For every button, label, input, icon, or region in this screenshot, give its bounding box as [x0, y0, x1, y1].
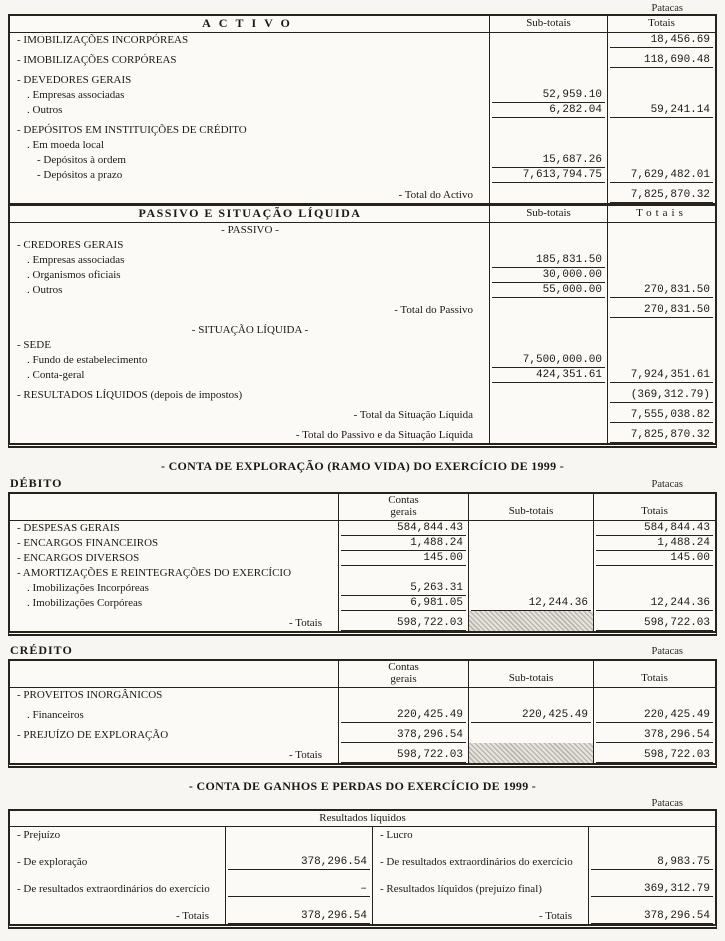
contas-gerais-column-header — [338, 494, 468, 520]
total-cell — [607, 48, 715, 68]
table-row — [10, 183, 715, 203]
table-row — [10, 253, 715, 268]
subtotal-cell — [489, 253, 607, 268]
row-label: - SEDE — [17, 339, 51, 351]
row-label: - Depósitos à ordem — [37, 154, 126, 166]
amount-value: 7,500,000.00 — [492, 353, 605, 368]
subtotal-cell — [468, 688, 593, 703]
amount-value: 59,241.14 — [610, 103, 713, 118]
row-label: - DEVEDORES GERAIS — [17, 74, 132, 86]
subtotal-cell — [489, 318, 607, 338]
row-label: - AMORTIZAÇÕES E REINTEGRAÇÕES DO EXERCÍCIO — [17, 567, 292, 579]
row-label: . Imobilizações Incorpóreas — [27, 582, 149, 594]
right-value-cell — [588, 870, 715, 897]
left-value-cell — [225, 827, 372, 843]
total-cell — [593, 536, 715, 551]
total-cell — [593, 596, 715, 611]
table-row — [10, 33, 715, 48]
right-value-cell — [588, 827, 715, 843]
passivo-header-row — [10, 203, 715, 223]
total-cell — [607, 423, 715, 443]
subtotal-cell — [489, 183, 607, 203]
subtotais-column-header: Sub-totais — [468, 494, 593, 520]
table-row — [10, 383, 715, 403]
row-label: - Total do Passivo — [394, 304, 473, 316]
table-row — [10, 521, 715, 536]
row-label: - DESPESAS GERAIS — [17, 522, 120, 534]
contas-gerais-cell — [338, 581, 468, 596]
subtotal-cell — [489, 368, 607, 383]
subtotais-column-header: Sub-totais — [468, 661, 593, 687]
subtotal-cell — [468, 581, 593, 596]
table-row — [10, 318, 715, 338]
amount-value: 145.00 — [596, 551, 713, 566]
subtotal-cell — [489, 423, 607, 443]
table-row — [10, 827, 715, 843]
table-row — [10, 368, 715, 383]
contas-gerais-cell — [338, 743, 468, 763]
left-value-cell — [225, 897, 372, 924]
subtotal-cell — [489, 88, 607, 103]
amount-value: 7,924,351.61 — [610, 368, 713, 383]
amount-value: 55,000.00 — [492, 283, 605, 298]
amount-value: 7,629,482.01 — [610, 168, 713, 183]
exploracao-section-title: - CONTA DE EXPLORAÇÃO (RAMO VIDA) DO EXERCÍCIO DE 1999 - — [160, 459, 565, 473]
table-row — [10, 423, 715, 443]
row-label: - SITUAÇÃO LÍQUIDA - — [191, 324, 309, 336]
total-cell — [593, 581, 715, 596]
contas-gerais-cell — [338, 566, 468, 581]
amount-value: 378,296.54 — [596, 728, 713, 743]
amount-value: 584,844.43 — [596, 521, 713, 536]
table-row — [10, 743, 715, 763]
empty-header-cell — [10, 494, 338, 520]
table-row — [10, 283, 715, 298]
amount-value: 30,000.00 — [492, 268, 605, 283]
total-cell — [607, 298, 715, 318]
totais-column-header: Totais — [593, 661, 715, 687]
total-cell — [593, 688, 715, 703]
total-cell — [593, 566, 715, 581]
table-row — [10, 566, 715, 581]
table-row — [10, 118, 715, 138]
table-row — [10, 581, 715, 596]
total-cell — [607, 403, 715, 423]
row-label: - RESULTADOS LÍQUIDOS (depois de impostos) — [17, 389, 243, 401]
subtotal-cell — [489, 338, 607, 353]
total-cell — [607, 118, 715, 138]
contas-gerais-cell — [338, 723, 468, 743]
passivo-title: PASSIVO E SITUAÇÃO LÍQUIDA — [138, 206, 362, 220]
table-row — [10, 168, 715, 183]
amount-value: 12,244.36 — [471, 596, 591, 611]
row-label: - ENCARGOS DIVERSOS — [17, 552, 140, 564]
amount-value: 145.00 — [341, 551, 466, 566]
amount-value: 598,722.03 — [596, 748, 713, 763]
contas-gerais-cell — [338, 611, 468, 631]
row-label: - Prejuízo — [17, 829, 61, 841]
contas-gerais-cell — [338, 521, 468, 536]
row-label: . Financeiros — [27, 709, 84, 721]
resultados-liquidos-header: Resultados líquidos — [10, 811, 715, 827]
debito-header-row — [10, 494, 715, 521]
debito-label: DÉBITO — [10, 476, 63, 490]
subtotal-cell — [468, 536, 593, 551]
row-label: - PREJUÍZO DE EXPLORAÇÃO — [17, 729, 169, 741]
amount-value: 598,722.03 — [341, 748, 466, 763]
left-value-cell — [225, 843, 372, 870]
activo-title: ACTIVO — [202, 16, 298, 30]
row-label: - ENCARGOS FINANCEIROS — [17, 537, 159, 549]
amount-value: 220,425.49 — [596, 708, 713, 723]
row-label: - Resultados líquidos (prejuízo final) — [372, 870, 588, 897]
subtotal-cell — [489, 238, 607, 253]
subtotal-cell — [489, 223, 607, 238]
total-cell — [607, 88, 715, 103]
table-row — [10, 338, 715, 353]
subtotal-cell — [489, 48, 607, 68]
currency-label: Patacas — [651, 479, 683, 490]
table-row — [10, 68, 715, 88]
row-label: . Empresas associadas — [27, 89, 125, 101]
total-cell — [593, 551, 715, 566]
amount-value: 15,687.26 — [492, 153, 605, 168]
total-cell — [607, 383, 715, 403]
credito-table — [8, 659, 717, 768]
total-cell — [607, 318, 715, 338]
activo-header-row — [10, 16, 715, 33]
table-row — [10, 723, 715, 743]
subtotal-cell — [468, 596, 593, 611]
subtotal-cell — [468, 521, 593, 536]
table-row — [10, 138, 715, 153]
amount-value: – — [228, 882, 370, 897]
amount-value: 5,263.31 — [341, 581, 466, 596]
row-label: - IMOBILIZAÇÕES INCORPÓREAS — [17, 34, 189, 46]
right-value-cell — [588, 897, 715, 924]
contas-gerais-cell — [338, 596, 468, 611]
table-row — [10, 551, 715, 566]
table-row — [10, 298, 715, 318]
amount-value: 7,825,870.32 — [610, 188, 713, 203]
table-row — [10, 238, 715, 253]
right-value-cell — [588, 843, 715, 870]
subtotal-cell — [489, 383, 607, 403]
table-row — [10, 870, 715, 897]
amount-value: 220,425.49 — [471, 708, 591, 723]
amount-value: 185,831.50 — [492, 253, 605, 268]
amount-value: 52,959.10 — [492, 88, 605, 103]
row-label: - PROVEITOS INORGÂNICOS — [17, 689, 163, 701]
total-cell — [607, 238, 715, 253]
row-label: . Fundo de estabelecimento — [27, 354, 148, 366]
table-row — [10, 153, 715, 168]
subtotais-column-header: Sub-totais — [489, 206, 607, 222]
amount-value: 424,351.61 — [492, 368, 605, 383]
row-label: . Outros — [27, 104, 63, 116]
credito-heading-row — [8, 644, 717, 657]
contas-gerais-line1: Contas — [388, 661, 419, 673]
row-label: . Outros — [27, 284, 63, 296]
total-cell — [607, 268, 715, 283]
row-label: . Em moeda local — [27, 139, 104, 151]
debito-table — [8, 492, 717, 636]
row-label: - Depósitos a prazo — [37, 169, 123, 181]
amount-value: 378,296.54 — [591, 909, 713, 924]
amount-value: 270,831.50 — [610, 303, 713, 318]
row-label: . Organismos oficiais — [27, 269, 121, 281]
row-label: - Total da Situação Líquida — [353, 409, 473, 421]
total-cell — [593, 703, 715, 723]
contas-gerais-column-header — [338, 661, 468, 687]
total-cell — [607, 168, 715, 183]
row-label: - Total do Passivo e da Situação Líquida — [295, 429, 473, 441]
table-row — [10, 103, 715, 118]
total-cell — [607, 183, 715, 203]
amount-value: 118,690.48 — [610, 53, 713, 68]
table-row — [10, 353, 715, 368]
table-row — [10, 611, 715, 631]
table-row — [10, 88, 715, 103]
row-label: - Totais — [372, 897, 588, 924]
amount-value: 598,722.03 — [596, 616, 713, 631]
balance-sheet-table — [8, 14, 717, 448]
amount-value: (369,312.79) — [610, 388, 713, 403]
subtotal-cell — [489, 168, 607, 183]
totais-column-header: Totais — [593, 494, 715, 520]
subtotal-cell — [489, 403, 607, 423]
total-cell — [593, 611, 715, 631]
amount-value: 378,296.54 — [341, 728, 466, 743]
total-cell — [607, 153, 715, 168]
amount-value: 270,831.50 — [610, 283, 713, 298]
amount-value: 378,296.54 — [228, 909, 370, 924]
amount-value: 7,555,038.82 — [610, 408, 713, 423]
row-label: - IMOBILIZAÇÕES CORPÓREAS — [17, 54, 177, 66]
table-row — [10, 688, 715, 703]
row-label: - Lucro — [372, 827, 588, 843]
contas-gerais-cell — [338, 703, 468, 723]
currency-label: Patacas — [651, 798, 683, 809]
amount-value: 1,488.24 — [596, 536, 713, 551]
currency-label: Patacas — [651, 646, 683, 657]
credito-header-row — [10, 661, 715, 688]
debito-heading-row — [8, 477, 717, 490]
shaded-cell — [468, 611, 593, 631]
table-row — [10, 536, 715, 551]
currency-label: Patacas — [651, 3, 683, 14]
row-label: . Empresas associadas — [27, 254, 125, 266]
row-label: - Totais — [176, 910, 209, 922]
table-row — [10, 703, 715, 723]
total-cell — [607, 368, 715, 383]
row-label: - De resultados extraordinários do exercício — [372, 843, 588, 870]
amount-value: 378,296.54 — [228, 855, 370, 870]
subtotal-cell — [468, 723, 593, 743]
total-cell — [607, 338, 715, 353]
amount-value: 8,983.75 — [591, 855, 713, 870]
contas-gerais-cell — [338, 536, 468, 551]
amount-value: 6,282.04 — [492, 103, 605, 118]
subtotal-cell — [489, 298, 607, 318]
subtotal-cell — [489, 68, 607, 88]
row-label: - De exploração — [17, 856, 88, 868]
total-cell — [607, 33, 715, 48]
row-label: - PASSIVO - — [221, 224, 279, 236]
amount-value: 1,488.24 — [341, 536, 466, 551]
contas-gerais-line1: Contas — [388, 494, 419, 506]
totais-column-header: Totais — [607, 206, 715, 222]
left-value-cell — [225, 870, 372, 897]
table-row — [10, 843, 715, 870]
table-row — [10, 268, 715, 283]
subtotal-cell — [489, 153, 607, 168]
credito-label: CRÉDITO — [10, 643, 73, 657]
amount-value: 369,312.79 — [591, 882, 713, 897]
table-row — [10, 403, 715, 423]
total-cell — [607, 68, 715, 88]
amount-value: 7,825,870.32 — [610, 428, 713, 443]
total-cell — [607, 138, 715, 153]
total-cell — [593, 743, 715, 763]
ganhos-section-title: - CONTA DE GANHOS E PERDAS DO EXERCÍCIO DE 1999 - — [188, 779, 537, 793]
row-label: - De resultados extraordinários do exercício — [17, 883, 210, 895]
total-cell — [593, 521, 715, 536]
contas-gerais-line2: gerais — [390, 506, 417, 518]
empty-header-cell — [10, 661, 338, 687]
total-cell — [593, 723, 715, 743]
amount-value: 12,244.36 — [596, 596, 713, 611]
row-label: - DEPÓSITOS EM INSTITUIÇÕES DE CRÉDITO — [17, 124, 247, 136]
amount-value: 18,456.69 — [610, 33, 713, 48]
subtotal-cell — [489, 118, 607, 138]
table-row — [10, 897, 715, 924]
subtotal-cell — [489, 138, 607, 153]
subtotal-cell — [468, 551, 593, 566]
subtotal-cell — [468, 566, 593, 581]
total-cell — [607, 353, 715, 368]
contas-gerais-cell — [338, 551, 468, 566]
ganhos-perdas-table — [8, 809, 717, 929]
subtotal-cell — [489, 353, 607, 368]
table-row — [10, 48, 715, 68]
shaded-cell — [468, 743, 593, 763]
subtotal-cell — [468, 703, 593, 723]
row-label: - Totais — [289, 749, 322, 761]
total-cell — [607, 223, 715, 238]
row-label: - CREDORES GERAIS — [17, 239, 124, 251]
row-label: . Conta-geral — [27, 369, 85, 381]
subtotal-cell — [489, 268, 607, 283]
table-row — [10, 223, 715, 238]
row-label: - Totais — [289, 617, 322, 629]
total-cell — [607, 103, 715, 118]
subtotal-cell — [489, 283, 607, 298]
row-label: . Imobilizações Corpóreas — [27, 597, 143, 609]
totais-column-header: Totais — [607, 16, 715, 32]
contas-gerais-line2: gerais — [390, 673, 417, 685]
amount-value: 598,722.03 — [341, 616, 466, 631]
table-row — [10, 596, 715, 611]
amount-value: 7,613,794.75 — [492, 168, 605, 183]
subtotal-cell — [489, 103, 607, 118]
row-label: - Total do Activo — [398, 189, 473, 201]
amount-value: 584,844.43 — [341, 521, 466, 536]
subtotais-column-header: Sub-totais — [489, 16, 607, 32]
amount-value: 6,981.05 — [341, 596, 466, 611]
total-cell — [607, 253, 715, 268]
amount-value: 220,425.49 — [341, 708, 466, 723]
total-cell — [607, 283, 715, 298]
subtotal-cell — [489, 33, 607, 48]
contas-gerais-cell — [338, 688, 468, 703]
